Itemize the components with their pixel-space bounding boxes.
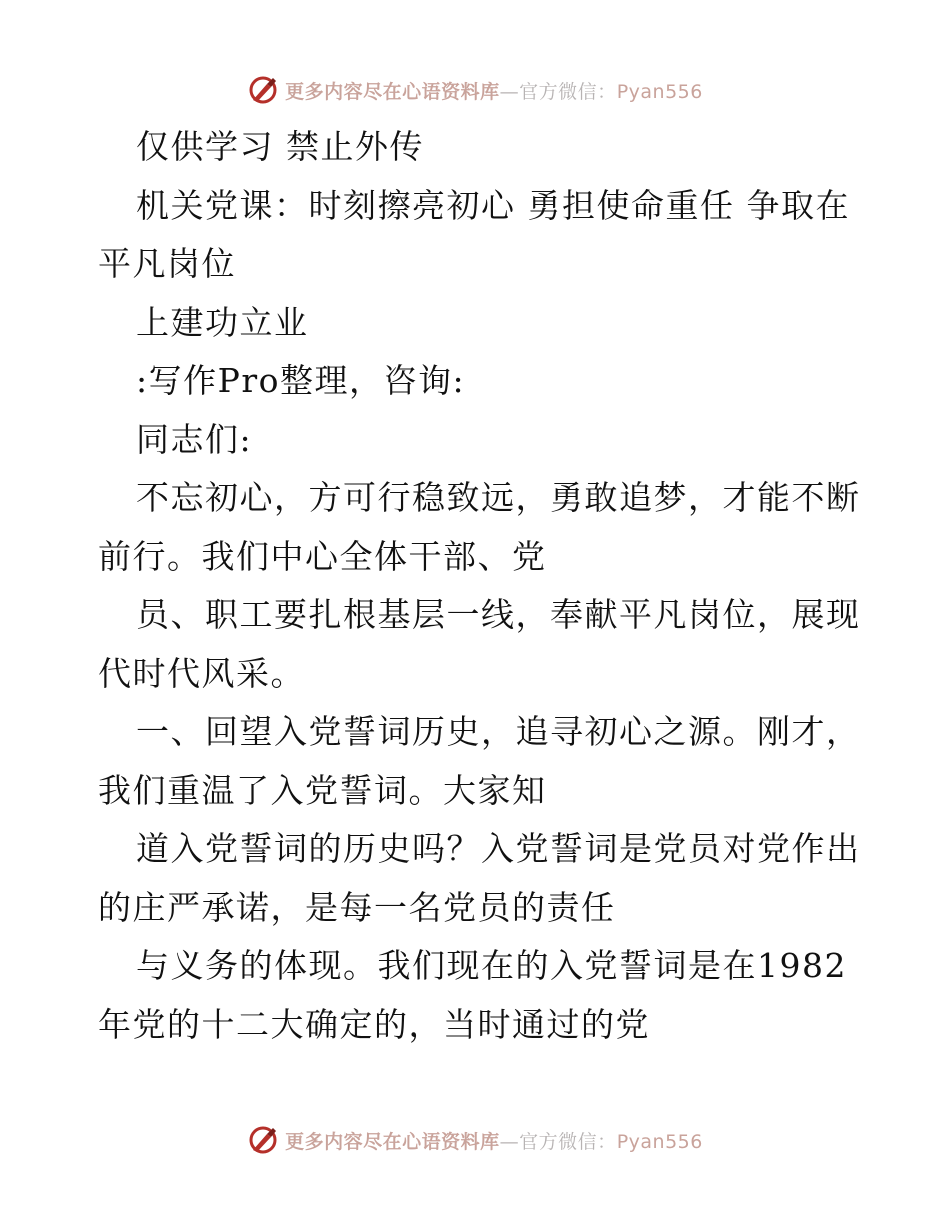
text-line: 员、职工要扎根基层一线，奉献平凡岗位，展现 [136, 595, 861, 634]
watermark-text [285, 1127, 703, 1154]
watermark-main: 更多内容尽在心语资料库 [285, 1130, 500, 1153]
text-line: 道入党誓词的历史吗？入党誓词是党员对党作出 [136, 829, 861, 868]
watermark-main: 更多内容尽在心语资料库 [285, 80, 500, 103]
text-line: 与义务的体现。我们现在的入党誓词是在1982 [136, 946, 847, 985]
text-line: 同志们: [136, 419, 253, 459]
text-line: 前行。我们中心全体干部、党 [98, 536, 547, 576]
pen-circle-logo-icon [247, 1124, 279, 1156]
text-line: 机关党课：时刻擦亮初心 勇担使命重任 争取在 [136, 185, 850, 225]
text-line: 年党的十二大确定的，当时通过的党 [98, 1004, 650, 1044]
header-watermark [0, 70, 950, 110]
text-line: 的庄严承诺，是每一名党员的责任 [98, 887, 616, 927]
text-line: 我们重温了入党誓词。大家知 [98, 770, 547, 810]
watermark-dash: — [499, 80, 520, 103]
text-line: 平凡岗位 [98, 244, 236, 283]
text-line: :写作Pro整理，咨询: [136, 361, 466, 400]
text-line: 仅供学习 禁止外传 [136, 127, 424, 166]
text-line: 不忘初心，方可行稳致远，勇敢追梦，才能不断 [136, 478, 861, 517]
watermark-dash: — [499, 1130, 520, 1153]
watermark-sub: 官方微信： [519, 1130, 617, 1153]
footer-watermark [0, 1120, 950, 1160]
watermark-sub: 官方微信： [519, 80, 617, 103]
pen-circle-logo-icon [247, 74, 279, 106]
watermark-wechat-id: Pyan556 [616, 1130, 703, 1153]
document-body [98, 118, 861, 1054]
watermark-wechat-id: Pyan556 [616, 80, 703, 103]
text-line: 代时代风采。 [98, 653, 305, 693]
watermark-text [285, 77, 703, 104]
text-line: 一、回望入党誓词历史，追寻初心之源。刚才， [136, 712, 861, 751]
text-line: 上建功立业 [136, 302, 309, 342]
